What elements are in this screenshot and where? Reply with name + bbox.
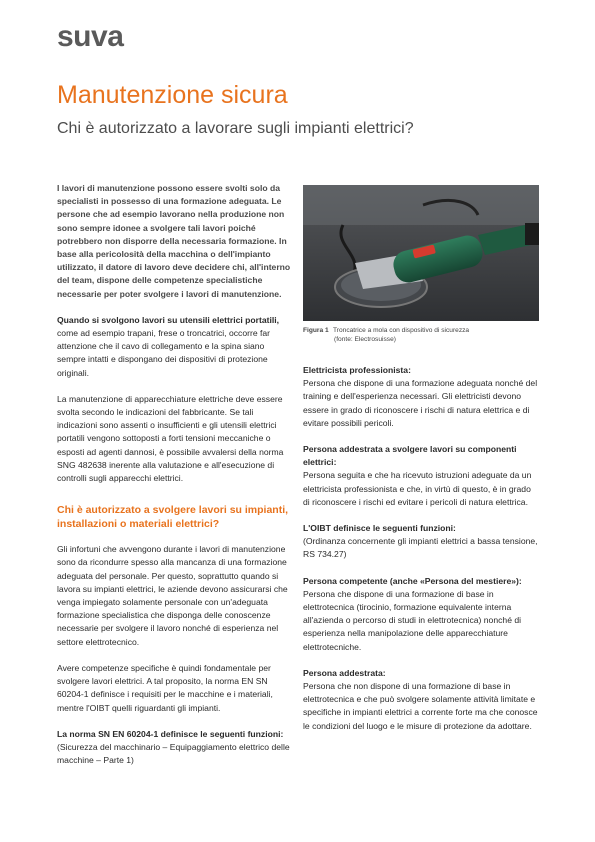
definition-electrician [303, 364, 539, 430]
lead-paragraph: I lavori di manutenzione possono essere svolti solo da specialisti in possesso di una formazione adeguata. Le persone che ad esempio lavorano nella produzione non sono sempre idonee a svolgere tali lavori poiché potrebbero non disporre della necessaria formazione. In base alla pericolosità della macchina o dell'impianto utilizzato, il datore di lavoro deve decidere chi, all'interno del team, dispone delle competenze specialistiche necessarie per poter svolgere i lavori di manutenzione. [57, 183, 291, 299]
figure-caption [303, 326, 539, 344]
suva-logo: suva [57, 20, 124, 53]
right-column [303, 364, 539, 746]
norm-text: (Sicurezza del macchinario – Equipaggiamento elettrico delle macchine – Parte 1) [57, 741, 290, 766]
page-title: Manutenzione sicura [57, 81, 288, 109]
definition-competent-person [303, 575, 539, 654]
definition-text: Persona che dispone di una formazione adeguata nonché del training e dell'esperienza necessari. Gli elettricisti devono essere in grado di riconoscere i rischi di natura elettrica e di evitare possibili pericoli. [303, 378, 538, 428]
paragraph-norm [57, 728, 292, 768]
angle-grinder-illustration [303, 185, 539, 321]
page-subtitle: Chi è autorizzato a lavorare sugli impianti elettrici? [57, 120, 414, 137]
left-column [57, 182, 292, 780]
figure-caption-line2: (fonte: Electrosuisse) [334, 336, 396, 343]
paragraph-competences: Avere competenze specifiche è quindi fondamentale per svolgere lavori elettrici. A tal proposito, la norma EN SN 60204-1 definisce i requisiti per le macchine e i materiali, mentre l'OIBT quelli riguardanti gli impianti. [57, 662, 273, 713]
definition-text: Persona seguita e che ha ricevuto istruzioni adeguate da un elettricista professionista e che, in virtù di questo, è in grado di riconoscere i rischi ed evitare i pericoli di natura elettrica. [303, 470, 532, 507]
figure-caption-line1: Troncatrice a mola con dispositivo di sicurezza [333, 327, 470, 334]
definition-title: Persona addestrata a svolgere lavori su componenti elettrici: [303, 444, 517, 468]
paragraph-power-tools-bold: Quando si svolgono lavori su utensili elettrici portatili, [57, 314, 280, 325]
definition-title: Elettricista professionista: [303, 365, 411, 375]
definition-text: (Ordinanza concernente gli impianti elettrici a bassa tensione, RS 734.27) [303, 536, 538, 560]
figure-label: Figura 1 [303, 327, 329, 334]
definition-title: Persona addestrata: [303, 667, 386, 678]
paragraph-power-tools [57, 314, 292, 380]
definition-text: Persona che dispone di una formazione di base in elettrotecnica (tirocinio, formazione equivalente interna all'azienda o percorso di studi in elettrotecnica) nonché di esperienza nella manipolazione delle apparecchiature elettrotecniche. [303, 588, 522, 652]
paragraph-maintenance: La manutenzione di apparecchiature elettriche deve essere svolta secondo le indicazioni del fabbricante. Se tali indicazioni sono assenti o insufficienti e gli utensili elettrici portatili vengono sottoposti a forti tensioni meccaniche o esposti ad agenti dannosi, è possibile avvalersi della norma SNG 482638 inerente alla valutazione e all'esecuzione di controlli sugli apparecchi elettrici. [57, 393, 284, 484]
definition-title: L'OIBT definisce le seguenti funzioni: [303, 523, 456, 534]
definition-text: Persona che non dispone di una formazione di base in elettrotecnica e che può svolgere solamente attività limitate e specifiche in impianti elettrici a corrente forte ma che conosce le condizioni del luogo e le misure di protezione da adottare. [303, 681, 538, 731]
norm-heading: La norma SN EN 60204-1 definisce le seguenti funzioni: [57, 728, 284, 739]
definition-trained-person [303, 667, 539, 733]
paragraph-accidents: Gli infortuni che avvengono durante i lavori di manutenzione sono da ricondurre spesso alla mancanza di una formazione adeguata del personale. Per questo, soprattutto quando si lavora su impianti elettrici, le aziende devono assicurarsi che venga impiegato solamente personale con un'adeguata formazione specialistica che disponga delle conoscenze necessarie per svolgere il lavoro nonché di esperienza nel settore elettrotecnico. [57, 544, 288, 647]
paragraph-power-tools-text: come ad esempio trapani, frese o troncatrici, occorre far attenzione che il cavo di collegamento e la spina siano sempre intatti e dispongano dei dispositivi di protezione originali. [57, 328, 271, 378]
definition-title: Persona competente (anche «Persona del mestiere»): [303, 575, 522, 586]
definition-oibt [303, 522, 539, 562]
angle-grinder-photo [303, 185, 539, 321]
definition-trained-components [303, 443, 539, 509]
section-heading: Chi è autorizzato a svolgere lavori su impianti, installazioni o materiali elettrici? [57, 504, 289, 531]
